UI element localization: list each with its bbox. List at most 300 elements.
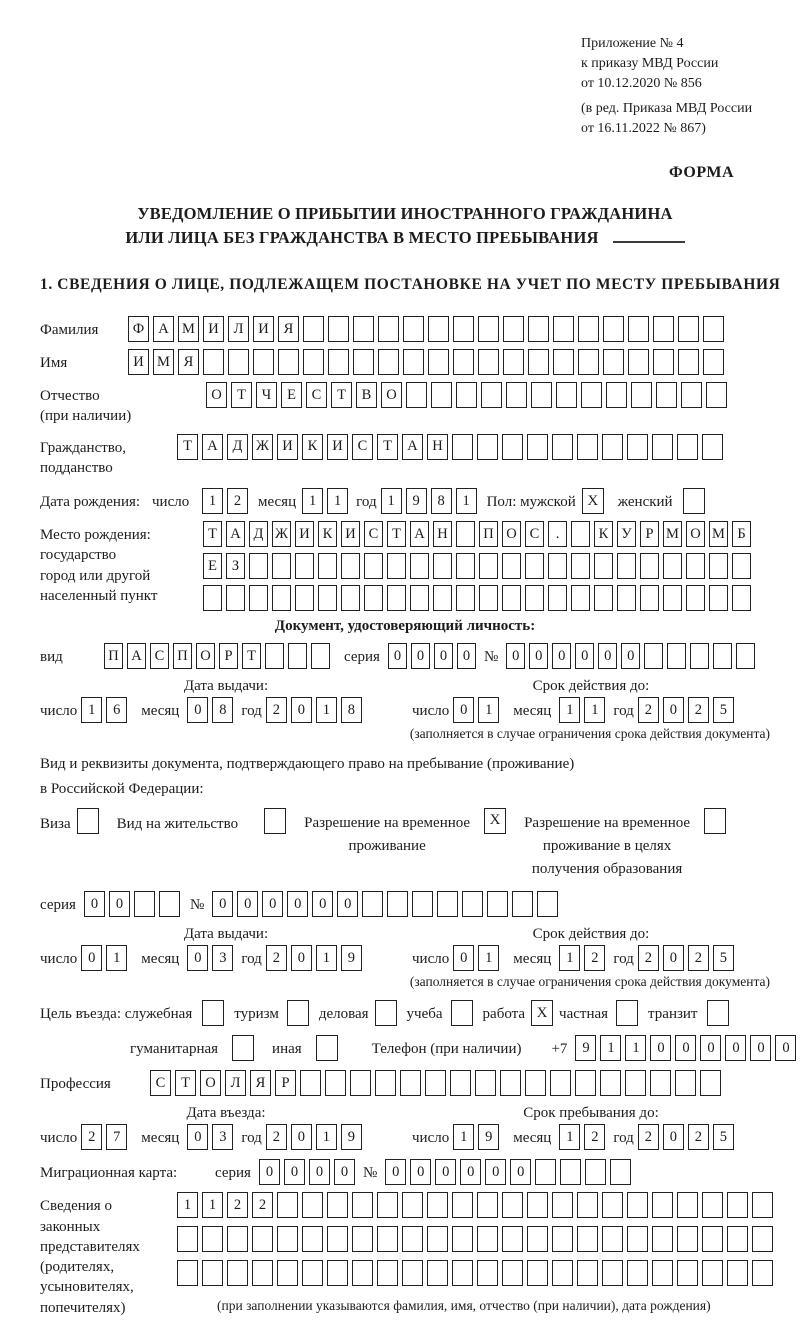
char-cell[interactable]	[553, 349, 574, 375]
char-cell[interactable]	[706, 382, 727, 408]
char-cell[interactable]	[295, 585, 314, 611]
char-cell[interactable]: А	[402, 434, 423, 460]
char-cell[interactable]: 0	[663, 1124, 684, 1150]
char-cell[interactable]: 0	[312, 891, 333, 917]
char-cell[interactable]: В	[356, 382, 377, 408]
char-cell[interactable]	[325, 1070, 346, 1096]
char-cell[interactable]	[667, 643, 686, 669]
char-cell[interactable]	[640, 553, 659, 579]
char-cell[interactable]	[327, 1226, 348, 1252]
char-cell[interactable]	[571, 521, 590, 547]
char-cell[interactable]	[481, 382, 502, 408]
char-cell[interactable]	[675, 1070, 696, 1096]
char-cell[interactable]	[302, 1260, 323, 1286]
char-cell[interactable]	[400, 1070, 421, 1096]
char-cell[interactable]: П	[104, 643, 123, 669]
char-cell[interactable]	[341, 553, 360, 579]
char-cell[interactable]: 0	[187, 1124, 208, 1150]
char-cell[interactable]: Р	[640, 521, 659, 547]
char-cell[interactable]: Т	[331, 382, 352, 408]
char-cell[interactable]: Т	[175, 1070, 196, 1096]
char-cell[interactable]	[627, 1260, 648, 1286]
temp-permit-checkbox[interactable]: X	[484, 808, 506, 834]
char-cell[interactable]	[502, 434, 523, 460]
char-cell[interactable]	[402, 1226, 423, 1252]
char-cell[interactable]	[277, 1260, 298, 1286]
char-cell[interactable]	[577, 1260, 598, 1286]
char-cell[interactable]	[577, 1192, 598, 1218]
char-cell[interactable]	[506, 382, 527, 408]
char-cell[interactable]	[617, 553, 636, 579]
char-cell[interactable]	[502, 1260, 523, 1286]
char-cell[interactable]	[678, 316, 699, 342]
char-cell[interactable]	[627, 1192, 648, 1218]
char-cell[interactable]: 0	[109, 891, 130, 917]
char-cell[interactable]: 5	[713, 697, 734, 723]
char-cell[interactable]	[581, 382, 602, 408]
char-cell[interactable]	[427, 1260, 448, 1286]
char-cell[interactable]	[387, 553, 406, 579]
char-cell[interactable]: С	[150, 643, 169, 669]
char-cell[interactable]: Я	[178, 349, 199, 375]
char-cell[interactable]	[503, 349, 524, 375]
char-cell[interactable]	[602, 1226, 623, 1252]
char-cell[interactable]	[479, 553, 498, 579]
char-cell[interactable]: 1	[559, 697, 580, 723]
char-cell[interactable]: А	[202, 434, 223, 460]
char-cell[interactable]: 0	[725, 1035, 746, 1061]
char-cell[interactable]	[410, 553, 429, 579]
char-cell[interactable]	[652, 1192, 673, 1218]
char-cell[interactable]	[159, 891, 180, 917]
char-cell[interactable]	[652, 1226, 673, 1252]
char-cell[interactable]: 0	[675, 1035, 696, 1061]
char-cell[interactable]: 2	[266, 697, 287, 723]
temp-permit-edu-checkbox[interactable]	[704, 808, 726, 834]
char-cell[interactable]: 1	[302, 488, 323, 514]
char-cell[interactable]	[525, 553, 544, 579]
char-cell[interactable]: 0	[510, 1159, 531, 1185]
char-cell[interactable]: 9	[406, 488, 427, 514]
char-cell[interactable]	[727, 1192, 748, 1218]
char-cell[interactable]	[610, 1159, 631, 1185]
char-cell[interactable]: 1	[456, 488, 477, 514]
char-cell[interactable]	[478, 349, 499, 375]
char-cell[interactable]	[686, 553, 705, 579]
char-cell[interactable]: 0	[529, 643, 548, 669]
char-cell[interactable]: 0	[453, 945, 474, 971]
char-cell[interactable]: 1	[600, 1035, 621, 1061]
char-cell[interactable]	[377, 1192, 398, 1218]
char-cell[interactable]: 0	[460, 1159, 481, 1185]
char-cell[interactable]: К	[302, 434, 323, 460]
char-cell[interactable]	[300, 1070, 321, 1096]
char-cell[interactable]	[352, 1192, 373, 1218]
char-cell[interactable]: 0	[700, 1035, 721, 1061]
char-cell[interactable]	[456, 521, 475, 547]
char-cell[interactable]: 0	[334, 1159, 355, 1185]
char-cell[interactable]: 2	[584, 1124, 605, 1150]
char-cell[interactable]	[690, 643, 709, 669]
char-cell[interactable]: С	[525, 521, 544, 547]
char-cell[interactable]	[571, 585, 590, 611]
char-cell[interactable]	[272, 585, 291, 611]
char-cell[interactable]: Е	[281, 382, 302, 408]
char-cell[interactable]: У	[617, 521, 636, 547]
char-cell[interactable]	[709, 585, 728, 611]
char-cell[interactable]	[352, 1260, 373, 1286]
char-cell[interactable]: 1	[453, 1124, 474, 1150]
char-cell[interactable]	[512, 891, 533, 917]
char-cell[interactable]	[341, 585, 360, 611]
char-cell[interactable]	[479, 585, 498, 611]
char-cell[interactable]: 3	[212, 945, 233, 971]
char-cell[interactable]: 0	[506, 643, 525, 669]
char-cell[interactable]: М	[709, 521, 728, 547]
char-cell[interactable]	[378, 316, 399, 342]
char-cell[interactable]: 0	[410, 1159, 431, 1185]
char-cell[interactable]: 0	[621, 643, 640, 669]
char-cell[interactable]	[328, 349, 349, 375]
char-cell[interactable]	[527, 1226, 548, 1252]
char-cell[interactable]	[311, 643, 330, 669]
char-cell[interactable]: Ж	[272, 521, 291, 547]
char-cell[interactable]: А	[226, 521, 245, 547]
char-cell[interactable]	[537, 891, 558, 917]
char-cell[interactable]	[453, 316, 474, 342]
char-cell[interactable]	[452, 1226, 473, 1252]
char-cell[interactable]	[410, 585, 429, 611]
char-cell[interactable]	[627, 1226, 648, 1252]
char-cell[interactable]: 5	[713, 1124, 734, 1150]
char-cell[interactable]: 0	[552, 643, 571, 669]
char-cell[interactable]: З	[226, 553, 245, 579]
char-cell[interactable]	[328, 316, 349, 342]
char-cell[interactable]: 2	[266, 945, 287, 971]
char-cell[interactable]: И	[277, 434, 298, 460]
char-cell[interactable]	[525, 1070, 546, 1096]
char-cell[interactable]	[327, 1192, 348, 1218]
char-cell[interactable]	[525, 585, 544, 611]
char-cell[interactable]	[703, 316, 724, 342]
char-cell[interactable]: 6	[106, 697, 127, 723]
char-cell[interactable]: И	[295, 521, 314, 547]
char-cell[interactable]	[577, 434, 598, 460]
char-cell[interactable]: О	[200, 1070, 221, 1096]
char-cell[interactable]	[548, 553, 567, 579]
char-cell[interactable]: 2	[638, 945, 659, 971]
char-cell[interactable]	[249, 553, 268, 579]
char-cell[interactable]	[535, 1159, 556, 1185]
char-cell[interactable]: 0	[650, 1035, 671, 1061]
char-cell[interactable]	[736, 643, 755, 669]
char-cell[interactable]	[709, 553, 728, 579]
purpose-official-checkbox[interactable]	[202, 1000, 224, 1026]
char-cell[interactable]	[552, 434, 573, 460]
char-cell[interactable]	[528, 316, 549, 342]
char-cell[interactable]: 0	[457, 643, 476, 669]
char-cell[interactable]	[318, 553, 337, 579]
char-cell[interactable]	[732, 585, 751, 611]
char-cell[interactable]	[652, 1260, 673, 1286]
char-cell[interactable]: 2	[227, 488, 248, 514]
char-cell[interactable]: 0	[388, 643, 407, 669]
char-cell[interactable]: 1	[625, 1035, 646, 1061]
char-cell[interactable]	[502, 1192, 523, 1218]
char-cell[interactable]: 0	[663, 945, 684, 971]
char-cell[interactable]	[702, 1226, 723, 1252]
char-cell[interactable]	[402, 1260, 423, 1286]
char-cell[interactable]	[295, 553, 314, 579]
char-cell[interactable]	[428, 349, 449, 375]
char-cell[interactable]: 9	[341, 945, 362, 971]
char-cell[interactable]: Б	[732, 521, 751, 547]
char-cell[interactable]: 2	[584, 945, 605, 971]
char-cell[interactable]	[252, 1226, 273, 1252]
purpose-private-checkbox[interactable]	[616, 1000, 638, 1026]
char-cell[interactable]: 1	[478, 945, 499, 971]
char-cell[interactable]	[377, 1260, 398, 1286]
char-cell[interactable]: 1	[559, 1124, 580, 1150]
char-cell[interactable]	[628, 316, 649, 342]
char-cell[interactable]: П	[173, 643, 192, 669]
char-cell[interactable]	[352, 1226, 373, 1252]
char-cell[interactable]	[702, 1192, 723, 1218]
char-cell[interactable]	[228, 349, 249, 375]
char-cell[interactable]: 1	[327, 488, 348, 514]
char-cell[interactable]: Т	[203, 521, 222, 547]
char-cell[interactable]: 2	[638, 1124, 659, 1150]
char-cell[interactable]	[653, 316, 674, 342]
char-cell[interactable]	[502, 585, 521, 611]
char-cell[interactable]	[752, 1260, 773, 1286]
char-cell[interactable]: Е	[203, 553, 222, 579]
char-cell[interactable]	[478, 316, 499, 342]
purpose-other-checkbox[interactable]	[316, 1035, 338, 1061]
char-cell[interactable]: 0	[287, 891, 308, 917]
char-cell[interactable]	[249, 585, 268, 611]
char-cell[interactable]	[353, 349, 374, 375]
char-cell[interactable]	[177, 1260, 198, 1286]
char-cell[interactable]: 2	[638, 697, 659, 723]
char-cell[interactable]	[272, 553, 291, 579]
char-cell[interactable]	[387, 585, 406, 611]
char-cell[interactable]	[527, 1192, 548, 1218]
char-cell[interactable]	[560, 1159, 581, 1185]
char-cell[interactable]	[578, 349, 599, 375]
char-cell[interactable]	[650, 1070, 671, 1096]
char-cell[interactable]: 1	[381, 488, 402, 514]
char-cell[interactable]	[277, 1226, 298, 1252]
char-cell[interactable]	[265, 643, 284, 669]
char-cell[interactable]: 0	[187, 697, 208, 723]
char-cell[interactable]	[553, 316, 574, 342]
char-cell[interactable]	[403, 316, 424, 342]
char-cell[interactable]	[603, 316, 624, 342]
char-cell[interactable]	[702, 1260, 723, 1286]
char-cell[interactable]	[677, 1192, 698, 1218]
char-cell[interactable]	[431, 382, 452, 408]
char-cell[interactable]: 0	[434, 643, 453, 669]
char-cell[interactable]: 2	[227, 1192, 248, 1218]
char-cell[interactable]	[556, 382, 577, 408]
char-cell[interactable]	[427, 1226, 448, 1252]
char-cell[interactable]: Я	[250, 1070, 271, 1096]
char-cell[interactable]: 0	[262, 891, 283, 917]
char-cell[interactable]	[177, 1226, 198, 1252]
char-cell[interactable]	[603, 349, 624, 375]
char-cell[interactable]: 1	[106, 945, 127, 971]
char-cell[interactable]	[288, 643, 307, 669]
char-cell[interactable]: И	[128, 349, 149, 375]
purpose-transit-checkbox[interactable]	[707, 1000, 729, 1026]
char-cell[interactable]	[602, 1192, 623, 1218]
char-cell[interactable]: 8	[431, 488, 452, 514]
char-cell[interactable]: А	[127, 643, 146, 669]
char-cell[interactable]	[663, 553, 682, 579]
char-cell[interactable]	[378, 349, 399, 375]
char-cell[interactable]	[456, 585, 475, 611]
char-cell[interactable]	[302, 1192, 323, 1218]
char-cell[interactable]	[403, 349, 424, 375]
char-cell[interactable]	[702, 434, 723, 460]
char-cell[interactable]	[362, 891, 383, 917]
char-cell[interactable]	[640, 585, 659, 611]
char-cell[interactable]	[653, 349, 674, 375]
char-cell[interactable]	[531, 382, 552, 408]
char-cell[interactable]: 2	[688, 945, 709, 971]
char-cell[interactable]	[427, 1192, 448, 1218]
char-cell[interactable]	[602, 434, 623, 460]
char-cell[interactable]: 0	[187, 945, 208, 971]
char-cell[interactable]	[278, 349, 299, 375]
char-cell[interactable]: 0	[259, 1159, 280, 1185]
char-cell[interactable]	[402, 1192, 423, 1218]
char-cell[interactable]	[617, 585, 636, 611]
char-cell[interactable]	[732, 553, 751, 579]
char-cell[interactable]	[527, 434, 548, 460]
char-cell[interactable]: П	[479, 521, 498, 547]
char-cell[interactable]	[677, 1260, 698, 1286]
char-cell[interactable]	[527, 1260, 548, 1286]
char-cell[interactable]: 0	[291, 697, 312, 723]
char-cell[interactable]: О	[381, 382, 402, 408]
char-cell[interactable]	[503, 316, 524, 342]
char-cell[interactable]: 1	[316, 1124, 337, 1150]
char-cell[interactable]: 0	[291, 1124, 312, 1150]
char-cell[interactable]: 0	[453, 697, 474, 723]
purpose-work-checkbox[interactable]: X	[531, 1000, 553, 1026]
sex-male-checkbox[interactable]: X	[582, 488, 604, 514]
char-cell[interactable]: 0	[291, 945, 312, 971]
char-cell[interactable]	[502, 553, 521, 579]
char-cell[interactable]: Н	[427, 434, 448, 460]
char-cell[interactable]: Д	[249, 521, 268, 547]
char-cell[interactable]: 2	[266, 1124, 287, 1150]
char-cell[interactable]	[433, 553, 452, 579]
char-cell[interactable]	[644, 643, 663, 669]
char-cell[interactable]: 1	[584, 697, 605, 723]
char-cell[interactable]: 9	[478, 1124, 499, 1150]
char-cell[interactable]: 0	[212, 891, 233, 917]
char-cell[interactable]: 0	[435, 1159, 456, 1185]
char-cell[interactable]	[203, 585, 222, 611]
char-cell[interactable]: 2	[252, 1192, 273, 1218]
char-cell[interactable]	[594, 585, 613, 611]
char-cell[interactable]: 3	[212, 1124, 233, 1150]
char-cell[interactable]: К	[318, 521, 337, 547]
char-cell[interactable]: И	[327, 434, 348, 460]
char-cell[interactable]: 1	[81, 697, 102, 723]
char-cell[interactable]: 0	[598, 643, 617, 669]
char-cell[interactable]	[450, 1070, 471, 1096]
char-cell[interactable]: Ж	[252, 434, 273, 460]
char-cell[interactable]: А	[153, 316, 174, 342]
char-cell[interactable]	[552, 1192, 573, 1218]
char-cell[interactable]	[578, 316, 599, 342]
char-cell[interactable]	[575, 1070, 596, 1096]
char-cell[interactable]	[727, 1226, 748, 1252]
sex-female-checkbox[interactable]	[683, 488, 705, 514]
char-cell[interactable]	[387, 891, 408, 917]
char-cell[interactable]	[452, 1260, 473, 1286]
char-cell[interactable]: 1	[478, 697, 499, 723]
char-cell[interactable]: С	[306, 382, 327, 408]
char-cell[interactable]: Т	[231, 382, 252, 408]
char-cell[interactable]	[550, 1070, 571, 1096]
char-cell[interactable]: .	[548, 521, 567, 547]
char-cell[interactable]	[364, 553, 383, 579]
char-cell[interactable]	[477, 434, 498, 460]
char-cell[interactable]: С	[150, 1070, 171, 1096]
char-cell[interactable]	[202, 1260, 223, 1286]
char-cell[interactable]: Ч	[256, 382, 277, 408]
char-cell[interactable]	[327, 1260, 348, 1286]
char-cell[interactable]: 5	[713, 945, 734, 971]
char-cell[interactable]	[552, 1226, 573, 1252]
char-cell[interactable]	[500, 1070, 521, 1096]
char-cell[interactable]: 0	[284, 1159, 305, 1185]
char-cell[interactable]: Л	[225, 1070, 246, 1096]
char-cell[interactable]: А	[410, 521, 429, 547]
char-cell[interactable]	[433, 585, 452, 611]
char-cell[interactable]: 1	[177, 1192, 198, 1218]
char-cell[interactable]	[452, 434, 473, 460]
char-cell[interactable]: 8	[212, 697, 233, 723]
char-cell[interactable]	[627, 434, 648, 460]
char-cell[interactable]	[477, 1226, 498, 1252]
char-cell[interactable]	[631, 382, 652, 408]
char-cell[interactable]	[585, 1159, 606, 1185]
char-cell[interactable]	[606, 382, 627, 408]
char-cell[interactable]: И	[253, 316, 274, 342]
char-cell[interactable]	[203, 349, 224, 375]
char-cell[interactable]	[227, 1260, 248, 1286]
char-cell[interactable]: 1	[316, 697, 337, 723]
char-cell[interactable]	[600, 1070, 621, 1096]
char-cell[interactable]: 9	[575, 1035, 596, 1061]
char-cell[interactable]: Ф	[128, 316, 149, 342]
char-cell[interactable]: Я	[278, 316, 299, 342]
purpose-humanitarian-checkbox[interactable]	[232, 1035, 254, 1061]
visa-checkbox[interactable]	[77, 808, 99, 834]
char-cell[interactable]	[227, 1226, 248, 1252]
char-cell[interactable]	[134, 891, 155, 917]
char-cell[interactable]	[656, 382, 677, 408]
char-cell[interactable]	[703, 349, 724, 375]
char-cell[interactable]	[303, 349, 324, 375]
char-cell[interactable]: 0	[309, 1159, 330, 1185]
